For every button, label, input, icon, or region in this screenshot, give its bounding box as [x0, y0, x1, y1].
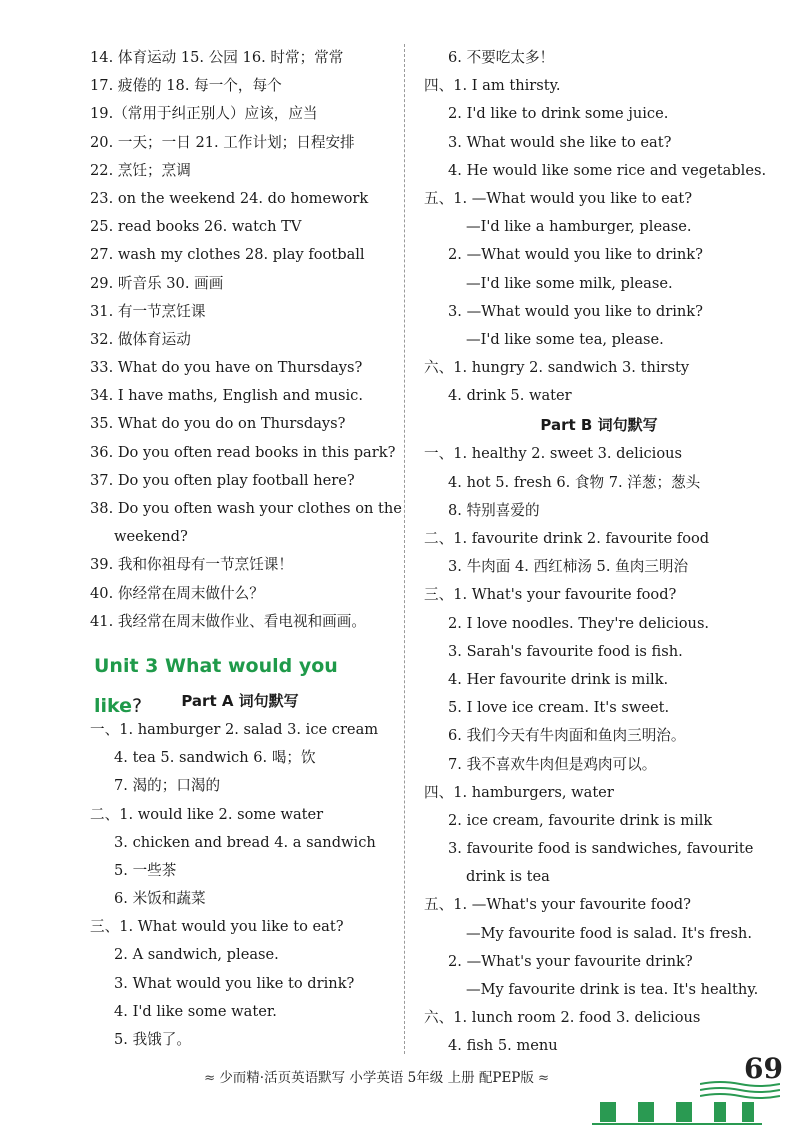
answer-line: 4. He would like some rice and vegetables. [448, 161, 767, 179]
answer-line: 二、1. favourite drink 2. favourite food [424, 530, 710, 547]
answer-line: 38. Do you often wash your clothes on the [90, 500, 402, 517]
part-b-answer-list [424, 440, 774, 1060]
answer-line: 23. on the weekend 24. do homework [90, 189, 369, 207]
answer-line: 五、1. —What would you like to eat? [424, 189, 693, 207]
answer-line: 4. I'd like some water. [114, 1002, 277, 1020]
answer-line: 二、1. would like 2. some water [90, 805, 324, 823]
answer-line: —My favourite drink is tea. It's healthy. [466, 981, 759, 998]
answer-line: —My favourite food is salad. It's fresh. [466, 924, 752, 942]
answer-line: 31. 有一节烹饪课 [90, 302, 206, 320]
answer-line: 4. fish 5. menu [448, 1037, 558, 1055]
answer-line: 33. What do you have on Thursdays? [90, 359, 363, 377]
answer-line: 2. I love noodles. They're delicious. [448, 614, 710, 632]
answer-line: 三、1. What's your favourite food? [424, 586, 677, 604]
answer-line: 六、1. lunch room 2. food 3. delicious [424, 1009, 701, 1027]
answer-line: 7. 我不喜欢牛肉但是鸡肉可以。 [448, 755, 657, 773]
answer-line: 4. drink 5. water [448, 387, 572, 405]
left-column [90, 44, 402, 1054]
answer-line: 25. read books 26. watch TV [90, 218, 302, 236]
answer-line: 3. —What would you like to drink? [448, 302, 703, 320]
answer-line: 一、1. hamburger 2. salad 3. ice cream [90, 720, 379, 738]
footer [200, 1065, 620, 1091]
footer-text: 少而精·活页英语默写 小学英语 5年级 上册 配PEP版 [219, 1070, 534, 1086]
answer-line: 20. 一天；一日 21. 工作计划；日程安排 [90, 133, 355, 151]
answer-line: 8. 特别喜爱的 [448, 501, 540, 519]
decorative-bars [592, 1100, 762, 1126]
left-answer-list [90, 44, 402, 636]
answer-line: 5. 我饿了。 [114, 1031, 191, 1048]
answer-line: 3. favourite food is sandwiches, favourite [448, 840, 754, 858]
right-answer-list [424, 44, 774, 410]
answer-line: 32. 做体育运动 [90, 330, 191, 348]
unit-title: Unit 3 What would you like? [94, 654, 338, 717]
page-number: 69 [744, 1052, 783, 1085]
answer-line: 3. chicken and bread 4. a sandwich [114, 833, 376, 851]
part-a-title: Part A 词句默写 [181, 691, 299, 710]
answer-line: 一、1. healthy 2. sweet 3. delicious [424, 445, 683, 463]
answer-line: —I'd like some milk, please. [466, 274, 673, 292]
right-column [424, 44, 774, 1061]
answer-line: 3. 牛肉面 4. 西红柿汤 5. 鱼肉三明治 [448, 558, 689, 576]
answer-line: 6. 我们今天有牛肉面和鱼肉三明治。 [448, 727, 686, 745]
wave-icon: ≈ [204, 1070, 216, 1086]
answer-line: 2. ice cream, favourite drink is milk [448, 811, 713, 829]
answer-line: 2. —What would you like to drink? [448, 246, 703, 264]
answer-line: 22. 烹饪；烹调 [90, 161, 191, 179]
answer-line: 2. —What's your favourite drink? [448, 952, 693, 970]
answer-line: —I'd like some tea, please. [466, 330, 664, 348]
answer-line: 4. tea 5. sandwich 6. 喝；饮 [114, 749, 316, 767]
answer-line: 40. 你经常在周末做什么？ [90, 584, 264, 602]
answer-line: 14. 体育运动 15. 公园 16. 时常；常常 [90, 49, 344, 66]
answer-line: 7. 渴的；口渴的 [114, 777, 221, 795]
answer-line: 3. What would you like to drink? [114, 974, 355, 992]
answer-line: 4. Her favourite drink is milk. [448, 670, 669, 688]
answer-line: —I'd like a hamburger, please. [466, 218, 692, 236]
answer-line: 5. 一些茶 [114, 861, 177, 879]
answer-line: 35. What do you do on Thursdays? [90, 415, 346, 433]
answer-line: 四、1. I am thirsty. [424, 77, 561, 95]
answer-line: 三、1. What would you like to eat? [90, 918, 344, 936]
answer-line: 3. What would she like to eat? [448, 133, 672, 151]
answer-line: weekend? [114, 528, 188, 546]
answer-line: 41. 我经常在周末做作业、看电视和画画。 [90, 612, 366, 630]
answer-line: 19.（常用于纠正别人）应该，应当 [90, 105, 318, 123]
answer-line: 2. I'd like to drink some juice. [448, 105, 669, 123]
answer-line: 36. Do you often read books in this park? [90, 443, 396, 461]
part-a-answer-list [90, 716, 390, 1054]
answer-line: 5. I love ice cream. It's sweet. [448, 699, 670, 717]
answer-line: 2. A sandwich, please. [114, 946, 279, 964]
answer-line: 17. 疲倦的 18. 每一个，每个 [90, 77, 282, 95]
answer-line: 37. Do you often play football here? [90, 471, 355, 489]
wave-icon: ≈ [537, 1070, 550, 1086]
answer-line: 39. 我和你祖母有一节烹饪课！ [90, 556, 293, 574]
answer-line: 4. hot 5. fresh 6. 食物 7. 洋葱；葱头 [448, 473, 701, 491]
answer-line: 四、1. hamburgers, water [424, 783, 614, 801]
answer-line: 3. Sarah's favourite food is fish. [448, 642, 683, 660]
answer-line: 6. 米饭和蔬菜 [114, 890, 206, 908]
answer-line: 六、1. hungry 2. sandwich 3. thirsty [424, 359, 690, 377]
answer-line: drink is tea [466, 868, 550, 886]
answer-line: 6. 不要吃太多！ [448, 49, 555, 66]
decorative-wave-lines [700, 1080, 780, 1100]
part-b-title: Part B 词句默写 [540, 416, 658, 435]
answer-line: 34. I have maths, English and music. [90, 387, 363, 405]
answer-line: 五、1. —What's your favourite food? [424, 896, 691, 914]
answer-line: 29. 听音乐 30. 画画 [90, 274, 224, 292]
column-divider [404, 44, 405, 1054]
answer-line: 27. wash my clothes 28. play football [90, 246, 365, 264]
